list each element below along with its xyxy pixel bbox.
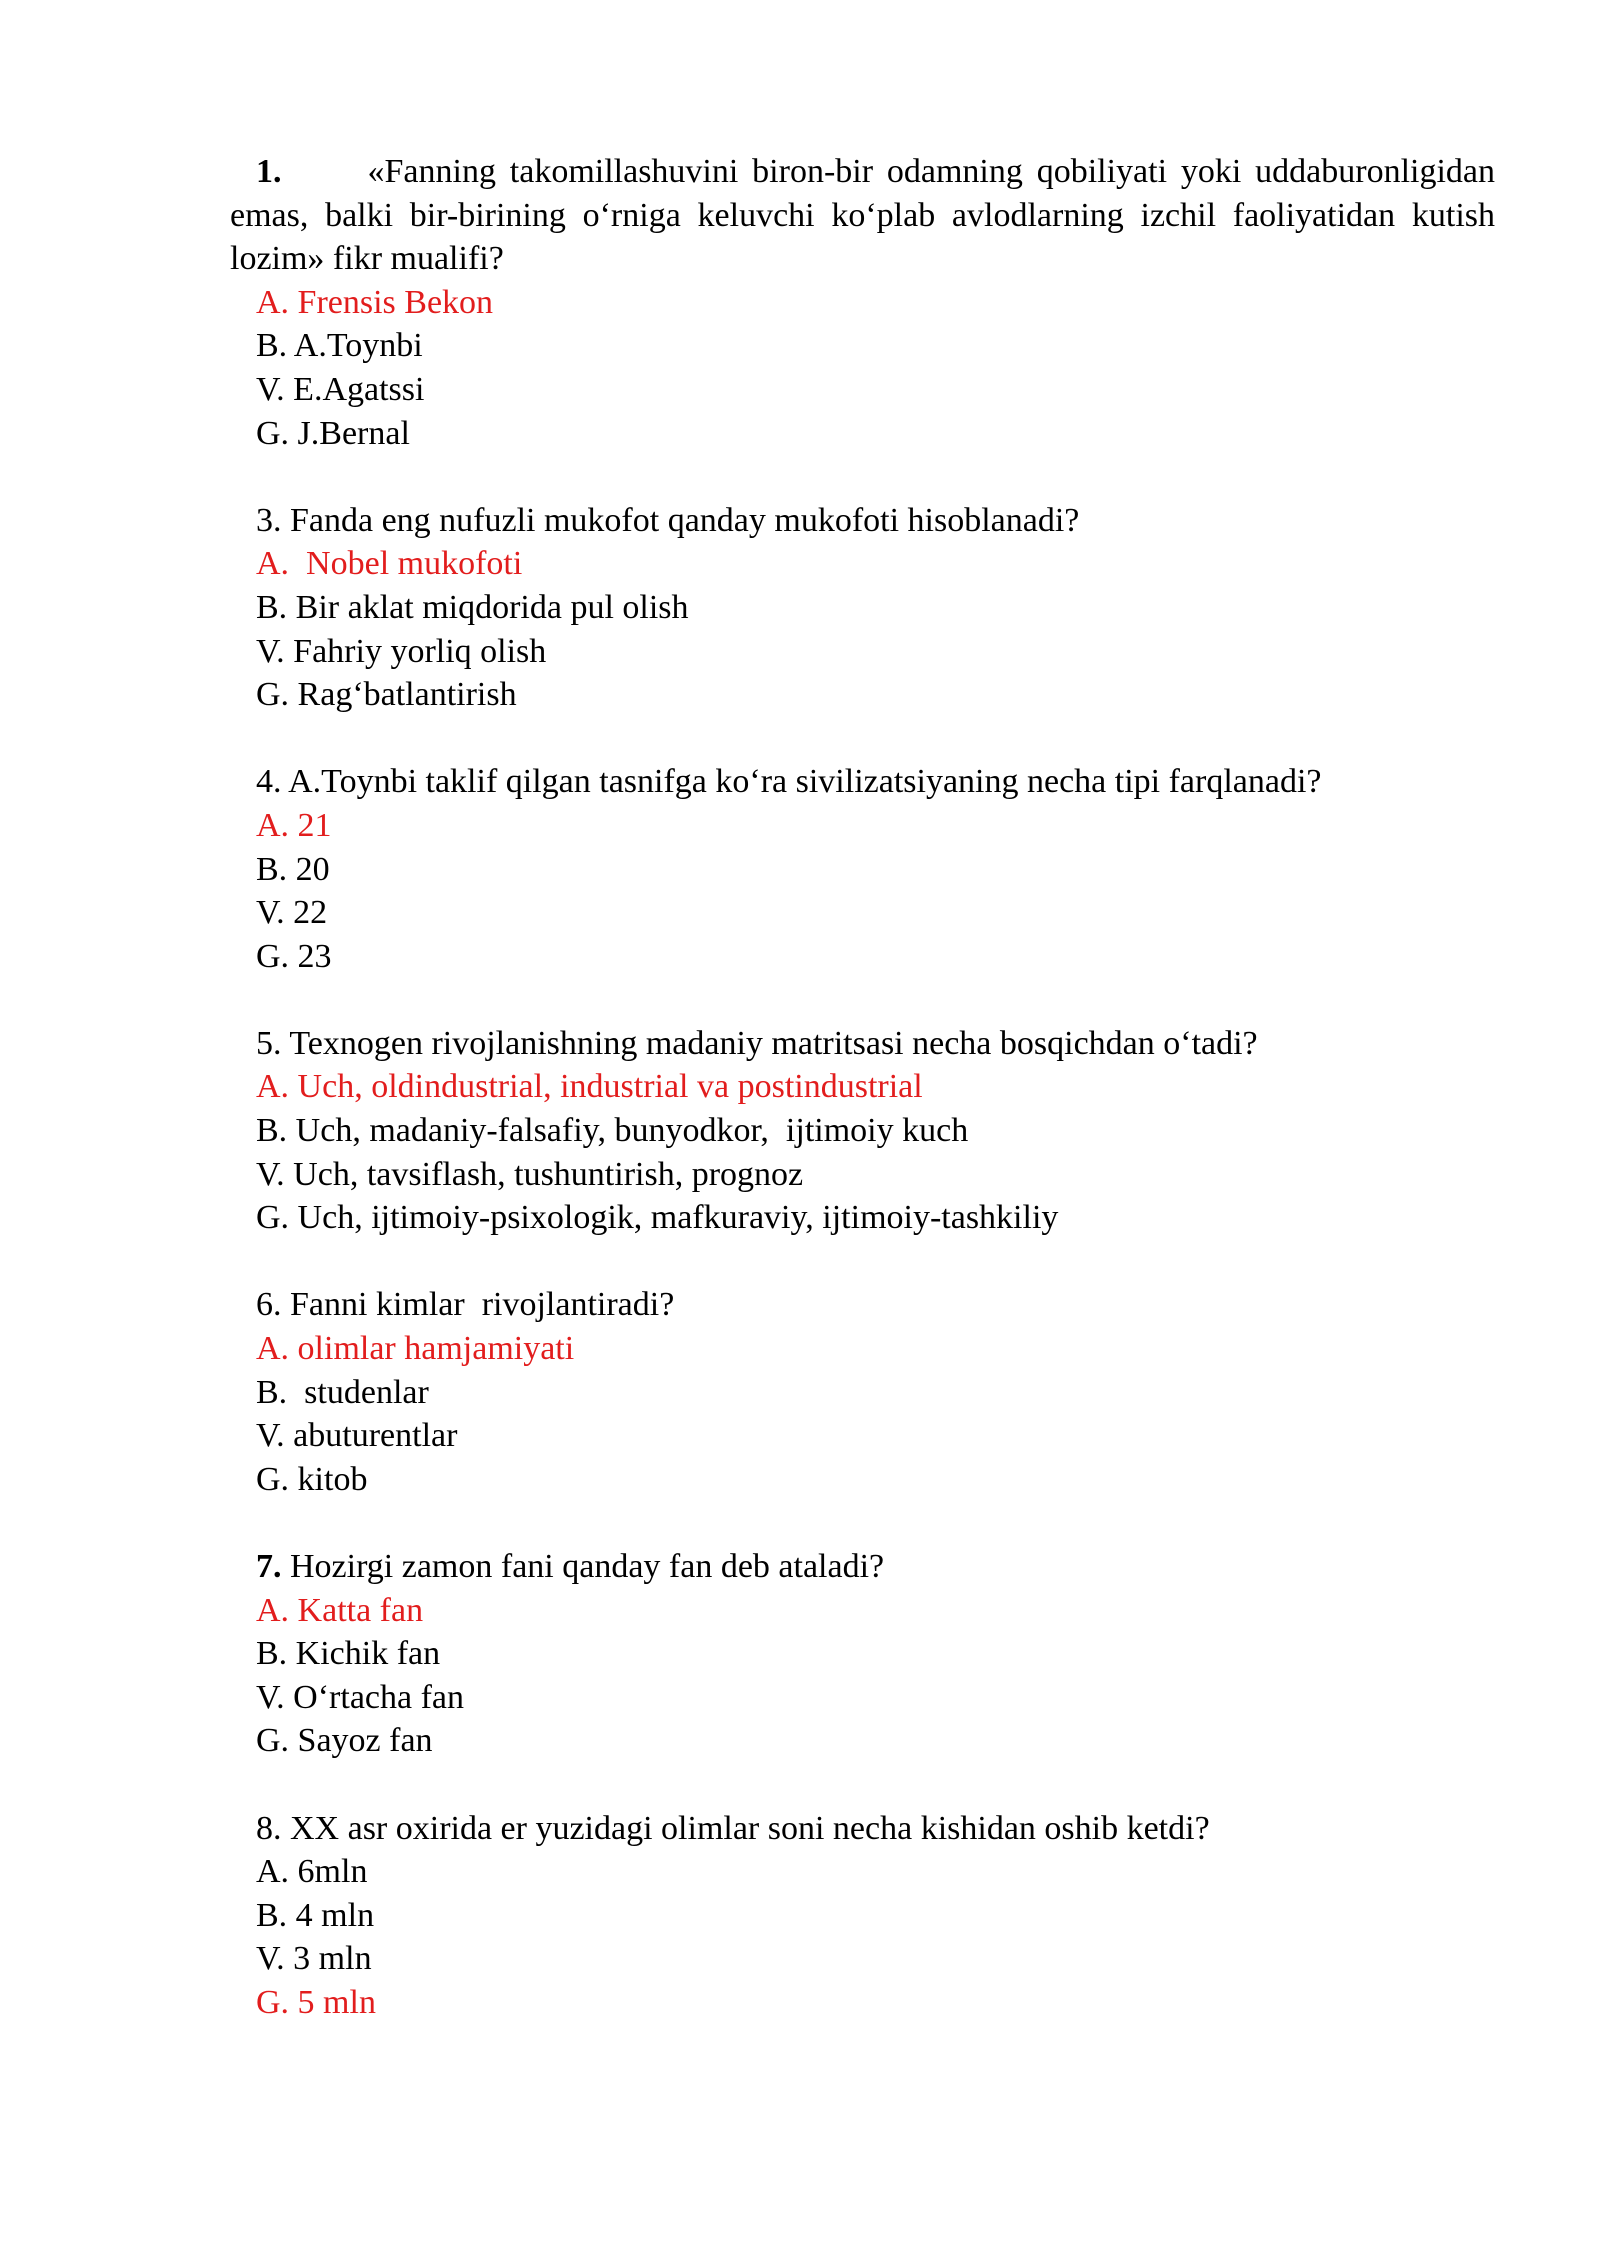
question-number: 3. [256,501,282,539]
answer-option: V. Uch, tavsiflash, tushuntirish, prognoz [256,1155,804,1193]
answer-option: V. O‘rtacha fan [256,1678,465,1716]
question-number: 4. [256,763,282,801]
answer-option: A. 6mln [256,1853,368,1891]
answer-option: B. A.Toynbi [256,327,423,365]
question-block-6 [230,1283,1495,1501]
question-number: 8. [256,1809,282,1847]
question-text: Fanni kimlar rivojlantiradi? [290,1286,675,1324]
question-block-1 [230,150,1495,455]
answer-option: G. J.Bernal [256,414,410,452]
question-text: «Fanning takomillashuvini biron-bir odamning qobiliyati yoki uddaburonligidan emas, balki bir-birining o‘rniga keluvchi ko‘plab avlodlarning izchil faoliyatidan kutish lozim» fikr mualifi? [230,153,1495,278]
answer-option-correct: A. 21 [256,806,332,844]
question-text: Fanda eng nufuzli mukofot qanday mukofoti hisoblanadi? [290,501,1080,539]
answer-option-correct: A. Katta fan [256,1591,424,1629]
question-text: A.Toynbi taklif qilgan tasnifga ko‘ra sivilizatsiyaning necha tipi farqlanadi? [288,763,1322,801]
answer-option-correct: A. olimlar hamjamiyati [256,1330,575,1368]
answer-option: B. Kichik fan [256,1635,441,1673]
question-block-5 [230,1022,1495,1240]
answer-option: V. 3 mln [256,1940,372,1978]
question-number: 7. [256,1548,282,1585]
answer-option: B. Bir aklat miqdorida pul olish [256,588,689,626]
answer-option: B. Uch, madaniy-falsafiy, bunyodkor, ijtimoiy kuch [256,1112,969,1150]
answer-option: G. Rag‘batlantirish [256,676,517,714]
answer-option: V. 22 [256,894,328,932]
answer-option-correct: A. Frensis Bekon [256,283,494,321]
question-3-text [230,499,1495,543]
question-block-3 [230,499,1495,717]
question-4-text [230,760,1495,804]
question-number: 6. [256,1286,282,1324]
question-text: Hozirgi zamon fani qanday fan deb ataladi? [290,1548,885,1585]
question-block-8 [230,1807,1495,2025]
question-1-text [230,150,1495,281]
answer-option-correct: A. Nobel mukofoti [256,545,523,583]
answer-option: V. Fahriy yorliq olish [256,632,547,670]
question-5-text [230,1022,1495,1066]
answer-option: G. 23 [256,937,332,975]
question-text: XX asr oxirida er yuzidagi olimlar soni necha kishidan oshib ketdi? [290,1809,1210,1847]
question-8-text [230,1807,1495,1851]
answer-option: G. Sayoz fan [256,1722,433,1760]
document-page [230,150,1495,2068]
question-block-7 [230,1545,1495,1763]
question-text: Texnogen rivojlanishning madaniy matritsasi necha bosqichdan o‘tadi? [289,1024,1258,1062]
question-number: 5. [256,1024,282,1062]
answer-option-correct: A. Uch, oldindustrial, industrial va postindustrial [256,1068,923,1106]
answer-option: B. 20 [256,850,330,888]
question-number: 1. [256,153,282,190]
answer-option-correct: G. 5 mln [256,1983,376,2021]
question-6-text [230,1283,1495,1327]
answer-option: G. Uch, ijtimoiy-psixologik, mafkuraviy, ijtimoiy-tashkiliy [256,1199,1059,1237]
question-7-text [230,1545,1495,1589]
answer-option: B. 4 mln [256,1896,375,1934]
answer-option: B. studenlar [256,1373,429,1411]
question-block-4 [230,760,1495,978]
answer-option: V. E.Agatssi [256,370,425,408]
answer-option: G. kitob [256,1460,368,1498]
answer-option: V. abuturentlar [256,1417,458,1455]
